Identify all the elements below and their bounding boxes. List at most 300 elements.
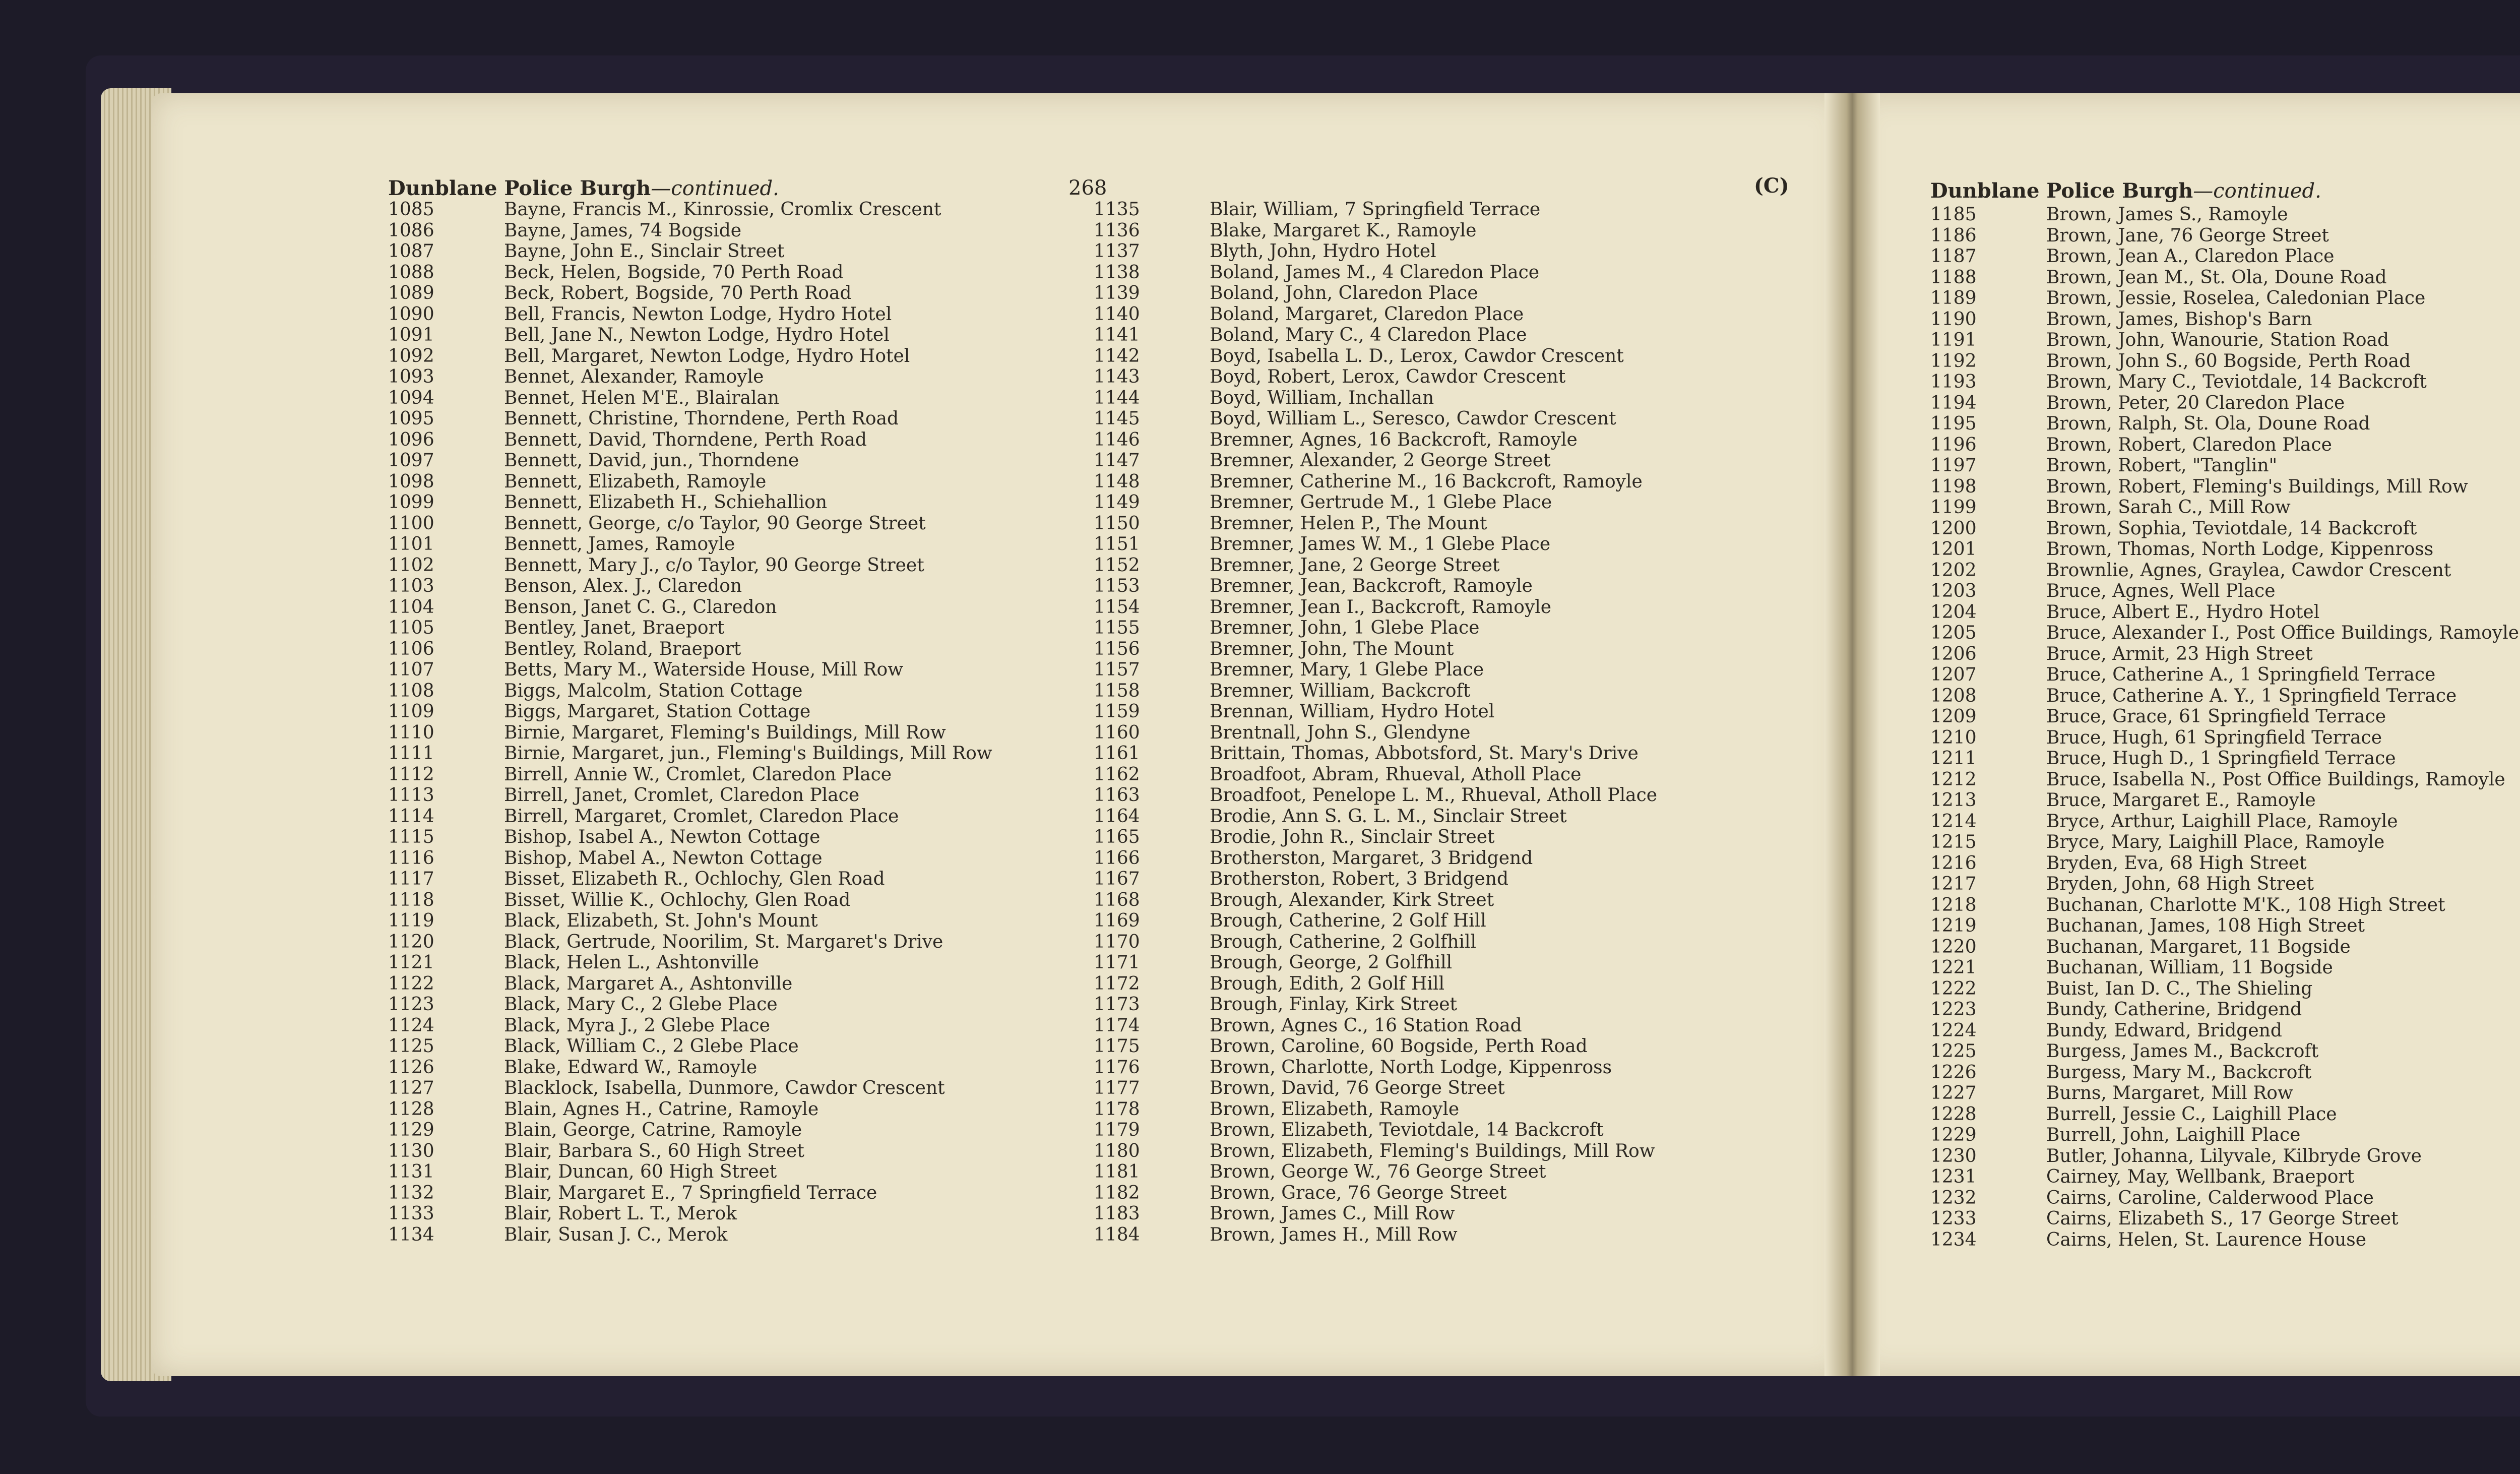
voter-entry [388,973,992,995]
entry-name-address: Brown, Jane, 76 George Street [2046,225,2329,246]
voter-entry [1930,309,2519,330]
entry-name-address: Bryden, Eva, 68 High Street [2046,852,2307,874]
voter-entry [1094,1183,1657,1204]
entry-number: 1137 [1094,241,1140,262]
voter-entry [1094,827,1657,848]
entry-number: 1142 [1094,345,1140,366]
entry-name-address: Burgess, James M., Backcroft [2046,1041,2319,1062]
voter-entry [388,994,992,1015]
entry-number: 1116 [388,847,434,869]
entry-number: 1229 [1930,1125,1977,1145]
entry-number: 1109 [388,701,434,722]
voter-entry [1930,455,2519,476]
entry-name-address: Brodie, John R., Sinclair Street [1210,827,1495,847]
entry-name-address: Bryden, John, 68 High Street [2046,874,2314,894]
voter-entry [1930,978,2519,1000]
entry-name-address: Birnie, Margaret, jun., Fleming's Buildings, Mill Row [504,743,992,764]
entry-number: 1157 [1094,659,1140,680]
entry-number: 1133 [388,1203,434,1224]
entry-number: 1186 [1930,225,1977,246]
entry-name-address: Bruce, Albert E., Hydro Hotel [2046,601,2320,623]
entry-number: 1221 [1930,957,1977,978]
entry-number: 1130 [388,1140,434,1161]
entry-number: 1110 [388,722,434,743]
voter-entry [1930,748,2519,769]
voter-entry [1930,895,2519,916]
voter-entry [1094,1036,1657,1057]
entry-number: 1145 [1094,408,1140,429]
entry-name-address: Betts, Mary M., Waterside House, Mill Row [504,659,904,680]
voter-entry [388,555,992,576]
entry-number: 1096 [388,429,434,450]
entry-name-address: Brown, James C., Mill Row [1210,1203,1455,1224]
voter-entry [1094,681,1657,702]
voter-entry [388,1183,992,1204]
voter-entry [388,618,992,639]
entry-number: 1189 [1930,288,1977,309]
entry-number: 1198 [1930,476,1977,497]
entry-number: 1159 [1094,701,1140,722]
voter-entry [1094,283,1657,304]
voter-entry [1094,869,1657,890]
voter-entry [388,1099,992,1120]
entry-name-address: Brown, John, Wanourie, Station Road [2046,330,2389,350]
voter-entry [388,952,992,973]
entry-number: 1172 [1094,973,1140,994]
voter-entry [1930,915,2519,937]
entry-number: 1216 [1930,852,1977,874]
entry-number: 1102 [388,555,434,576]
entry-number: 1205 [1930,623,1977,643]
entry-name-address: Cairney, May, Wellbank, Braeport [2046,1166,2355,1187]
voter-entry [388,722,992,744]
entry-number: 1207 [1930,664,1977,685]
entry-name-address: Brough, Finlay, Kirk Street [1210,994,1458,1015]
voter-entry [1930,246,2519,267]
voter-entry [388,1120,992,1141]
voter-entry [1094,534,1657,555]
entry-name-address: Black, Margaret A., Ashtonville [504,973,793,994]
entry-number: 1185 [1930,204,1977,225]
voter-entry [388,681,992,702]
entry-name-address: Brough, George, 2 Golfhill [1210,952,1453,973]
entry-number: 1217 [1930,874,1977,894]
entry-name-address: Bremner, John, The Mount [1210,638,1454,659]
voter-entry [1094,952,1657,973]
entry-name-address: Brown, Mary C., Teviotdale, 14 Backcroft [2046,372,2427,392]
entry-number: 1196 [1930,434,1977,455]
voter-entry [1930,999,2519,1020]
entry-number: 1148 [1094,471,1140,492]
voter-entry [1930,1188,2519,1209]
entry-number: 1225 [1930,1041,1977,1062]
voter-entry [1930,435,2519,456]
entry-name-address: Bennett, David, Thorndene, Perth Road [504,429,867,450]
voter-entry [388,890,992,911]
entry-name-address: Cairns, Helen, St. Laurence House [2046,1229,2367,1250]
entry-number: 1193 [1930,372,1977,392]
entry-name-address: Bremner, Catherine M., 16 Backcroft, Ramoyle [1210,471,1643,492]
entry-number: 1175 [1094,1036,1140,1057]
voter-entry [1930,413,2519,435]
entry-name-address: Black, Mary C., 2 Glebe Place [504,994,778,1015]
entry-number: 1122 [388,973,434,994]
entry-number: 1089 [388,283,434,303]
entry-name-address: Biggs, Margaret, Station Cottage [504,701,811,722]
entry-name-address: Beck, Helen, Bogside, 70 Perth Road [504,262,844,283]
entry-name-address: Bennet, Alexander, Ramoyle [504,366,764,387]
entry-number: 1204 [1930,601,1977,623]
voter-entry [1930,706,2519,727]
entry-number: 1097 [388,450,434,471]
voter-entry [1094,304,1657,325]
entry-number: 1173 [1094,994,1140,1015]
voter-entry [388,199,992,220]
right-page-header: Dunblane Police Burgh—continued. [1930,179,2321,203]
right-page [1855,93,2520,1376]
voter-entry [1930,476,2519,498]
voter-entry [388,325,992,346]
entry-number: 1087 [388,241,434,262]
entry-name-address: Blain, George, Catrine, Ramoyle [504,1120,802,1140]
entry-name-address: Brown, Jean M., St. Ola, Doune Road [2046,267,2387,288]
entry-name-address: Bishop, Isabel A., Newton Cottage [504,827,821,847]
voter-entry [1094,471,1657,493]
entry-number: 1149 [1094,492,1140,513]
voter-entry [388,1057,992,1078]
entry-number: 1114 [388,806,434,827]
voter-entry [1930,204,2519,225]
entry-name-address: Brown, Elizabeth, Fleming's Buildings, Mill Row [1210,1140,1655,1161]
entry-number: 1218 [1930,894,1977,915]
entry-name-address: Blair, Barbara S., 60 High Street [504,1140,804,1161]
left-section-mark: (C) [1754,174,1789,198]
entry-name-address: Bremner, Helen P., The Mount [1210,513,1487,534]
entry-name-address: Blake, Edward W., Ramoyle [504,1057,758,1078]
entry-number: 1174 [1094,1015,1140,1036]
entry-name-address: Boland, John, Claredon Place [1210,283,1478,303]
entry-name-address: Broadfoot, Penelope L. M., Rhueval, Atholl Place [1210,785,1658,806]
voter-entry [1930,330,2519,351]
voter-entry [1930,497,2519,518]
entry-number: 1143 [1094,366,1140,387]
entry-number: 1188 [1930,267,1977,288]
entry-number: 1170 [1094,931,1140,952]
entry-number: 1169 [1094,910,1140,931]
entry-name-address: Brown, David, 76 George Street [1210,1078,1505,1098]
voter-entry [388,597,992,618]
entry-name-address: Brown, Grace, 76 George Street [1210,1182,1507,1203]
entry-name-address: Biggs, Malcolm, Station Cottage [504,680,803,701]
right-page-column-1 [1930,204,2519,1250]
entry-name-address: Bayne, John E., Sinclair Street [504,241,785,262]
entry-number: 1146 [1094,429,1140,450]
entry-name-address: Bremner, Jean, Backcroft, Ramoyle [1210,576,1533,596]
entry-name-address: Birrell, Janet, Cromlet, Claredon Place [504,785,860,806]
entry-name-address: Cairns, Caroline, Calderwood Place [2046,1187,2374,1208]
voter-entry [1094,785,1657,806]
entry-name-address: Bryce, Mary, Laighill Place, Ramoyle [2046,832,2385,852]
entry-name-address: Brown, Peter, 20 Claredon Place [2046,392,2345,413]
entry-name-address: Brown, John S., 60 Bogside, Perth Road [2046,350,2411,372]
entry-number: 1108 [388,680,434,701]
voter-entry [388,1161,992,1183]
entry-name-address: Bennett, Christine, Thorndene, Perth Road [504,408,899,429]
entry-number: 1144 [1094,387,1140,408]
entry-name-address: Boland, Margaret, Claredon Place [1210,303,1524,325]
voter-entry [1094,325,1657,346]
voter-entry [1930,288,2519,309]
voter-entry [1094,973,1657,995]
entry-name-address: Blair, Margaret E., 7 Springfield Terrace [504,1182,877,1203]
entry-name-address: Brittain, Thomas, Abbotsford, St. Mary's Drive [1210,743,1639,764]
voter-entry [1930,225,2519,247]
entry-number: 1106 [388,638,434,659]
voter-entry [1094,1120,1657,1141]
entry-number: 1111 [388,743,434,764]
entry-name-address: Bremner, Agnes, 16 Backcroft, Ramoyle [1210,429,1578,450]
entry-number: 1095 [388,408,434,429]
voter-entry [1094,994,1657,1015]
entry-number: 1195 [1930,413,1977,434]
voter-entry [388,806,992,827]
entry-name-address: Bennett, George, c/o Taylor, 90 George Street [504,513,926,534]
entry-name-address: Bruce, Armit, 23 High Street [2046,643,2313,664]
entry-name-address: Bruce, Catherine A. Y., 1 Springfield Terrace [2046,685,2457,706]
entry-number: 1182 [1094,1182,1140,1203]
entry-number: 1230 [1930,1145,1977,1166]
entry-name-address: Black, Myra J., 2 Glebe Place [504,1015,770,1036]
voter-entry [1094,576,1657,597]
entry-name-address: Black, William C., 2 Glebe Place [504,1036,799,1057]
entry-number: 1191 [1930,330,1977,350]
voter-entry [1094,848,1657,869]
entry-number: 1125 [388,1036,434,1057]
entry-name-address: Blair, William, 7 Springfield Terrace [1210,199,1541,220]
entry-number: 1086 [388,220,434,241]
entry-name-address: Bisset, Elizabeth R., Ochlochy, Glen Road [504,869,885,889]
voter-entry [1930,769,2519,790]
entry-name-address: Buchanan, Margaret, 11 Bogside [2046,936,2351,957]
entry-number: 1138 [1094,262,1140,283]
voter-entry [1930,602,2519,623]
voter-entry [388,450,992,471]
entry-number: 1118 [388,889,434,910]
entry-name-address: Brotherston, Margaret, 3 Bridgend [1210,847,1533,869]
left-page-number: 268 [1068,176,1107,200]
entry-name-address: Beck, Robert, Bogside, 70 Perth Road [504,283,852,303]
voter-entry [388,1141,992,1162]
entry-name-address: Bremner, James W. M., 1 Glebe Place [1210,534,1551,555]
entry-name-address: Burns, Margaret, Mill Row [2046,1083,2293,1103]
entry-number: 1223 [1930,999,1977,1020]
voter-entry [388,262,992,283]
voter-entry [1930,1146,2519,1167]
voter-entry [1930,644,2519,665]
voter-entry [1930,1020,2519,1041]
voter-entry [1094,764,1657,785]
voter-entry [1094,1203,1657,1224]
voter-entry [1094,513,1657,534]
voter-entry [388,1203,992,1224]
entry-name-address: Brough, Catherine, 2 Golfhill [1210,931,1477,952]
entry-number: 1208 [1930,685,1977,706]
entry-name-address: Brown, James, Bishop's Barn [2046,309,2312,330]
entry-number: 1127 [388,1078,434,1098]
voter-entry [388,429,992,451]
entry-name-address: Brown, Robert, "Tanglin" [2046,455,2278,476]
entry-number: 1180 [1094,1140,1140,1161]
voter-entry [1930,1230,2519,1251]
voter-entry [1094,722,1657,744]
voter-entry [1094,1224,1657,1246]
entry-number: 1219 [1930,915,1977,936]
entry-name-address: Brown, Ralph, St. Ola, Doune Road [2046,413,2370,434]
entry-number: 1136 [1094,220,1140,241]
voter-entry [1094,932,1657,953]
voter-entry [1094,1078,1657,1099]
voter-entry [1930,1104,2519,1125]
entry-name-address: Buchanan, James, 108 High Street [2046,915,2365,936]
voter-entry [388,848,992,869]
entry-number: 1201 [1930,539,1977,560]
entry-number: 1158 [1094,680,1140,701]
voter-entry [388,283,992,304]
entry-number: 1105 [388,618,434,638]
voter-entry [1094,806,1657,827]
entry-number: 1228 [1930,1103,1977,1125]
entry-name-address: Cairns, Elizabeth S., 17 George Street [2046,1208,2399,1229]
entry-number: 1092 [388,345,434,366]
entry-name-address: Bennett, Elizabeth, Ramoyle [504,471,767,492]
entry-name-address: Brown, Agnes C., 16 Station Road [1210,1015,1522,1036]
entry-number: 1220 [1930,936,1977,957]
entry-number: 1131 [388,1161,434,1182]
entry-name-address: Brownlie, Agnes, Graylea, Cawdor Crescent [2046,560,2451,581]
entry-number: 1120 [388,931,434,952]
entry-name-address: Blair, Susan J. C., Merok [504,1224,728,1245]
entry-number: 1099 [388,492,434,513]
entry-number: 1147 [1094,450,1140,471]
entry-name-address: Bremner, Mary, 1 Glebe Place [1210,659,1484,680]
entry-number: 1123 [388,994,434,1015]
entry-number: 1210 [1930,727,1977,748]
voter-entry [388,241,992,262]
entry-number: 1203 [1930,581,1977,601]
entry-name-address: Brown, Elizabeth, Ramoyle [1210,1098,1460,1120]
voter-entry [388,304,992,325]
entry-name-address: Brown, Jessie, Roselea, Caledonian Place [2046,288,2426,309]
voter-entry [1094,346,1657,367]
entry-name-address: Bennett, Elizabeth H., Schiehallion [504,492,828,513]
voter-entry [1094,639,1657,660]
book-gutter [1824,93,1880,1376]
voter-entry [1930,664,2519,686]
entry-number: 1129 [388,1120,434,1140]
entry-name-address: Bremner, Alexander, 2 George Street [1210,450,1551,471]
entry-name-address: Brotherston, Robert, 3 Bridgend [1210,869,1509,889]
entry-number: 1163 [1094,785,1140,806]
entry-name-address: Bruce, Grace, 61 Springfield Terrace [2046,706,2386,727]
entry-name-address: Blair, Robert L. T., Merok [504,1203,737,1224]
voter-entry [388,220,992,241]
voter-entry [388,827,992,848]
entry-number: 1161 [1094,743,1140,764]
entry-number: 1088 [388,262,434,283]
entry-name-address: Bell, Jane N., Newton Lodge, Hydro Hotel [504,325,890,345]
entry-number: 1213 [1930,790,1977,811]
entry-name-address: Bruce, Alexander I., Post Office Buildings, Ramoyle [2046,623,2519,643]
voter-entry [388,639,992,660]
entry-number: 1214 [1930,811,1977,832]
entry-number: 1177 [1094,1078,1140,1098]
entry-name-address: Blacklock, Isabella, Dunmore, Cawdor Crescent [504,1078,945,1098]
voter-entry [388,534,992,555]
entry-name-address: Bruce, Hugh D., 1 Springfield Terrace [2046,748,2396,769]
voter-entry [1930,560,2519,581]
entry-number: 1215 [1930,832,1977,852]
entry-number: 1200 [1930,518,1977,539]
entry-number: 1197 [1930,455,1977,476]
voter-entry [1930,811,2519,832]
entry-name-address: Brough, Alexander, Kirk Street [1210,889,1494,910]
entry-number: 1152 [1094,555,1140,576]
entry-number: 1176 [1094,1057,1140,1078]
voter-entry [388,513,992,534]
entry-number: 1178 [1094,1098,1140,1120]
entry-name-address: Black, Helen L., Ashtonville [504,952,759,973]
entry-number: 1202 [1930,560,1977,581]
voter-entry [388,1078,992,1099]
voter-entry [388,1015,992,1036]
voter-entry [1930,351,2519,372]
entry-number: 1164 [1094,806,1140,827]
entry-name-address: Bennett, David, jun., Thorndene [504,450,799,471]
voter-entry [1930,581,2519,602]
voter-entry [1094,241,1657,262]
entry-number: 1141 [1094,325,1140,345]
entry-name-address: Bremner, Gertrude M., 1 Glebe Place [1210,492,1552,513]
entry-number: 1150 [1094,513,1140,534]
voter-entry [388,346,992,367]
entry-number: 1160 [1094,722,1140,743]
entry-name-address: Bruce, Isabella N., Post Office Buildings, Ramoyle [2046,769,2505,790]
entry-name-address: Brough, Catherine, 2 Golf Hill [1210,910,1486,931]
entry-number: 1211 [1930,748,1977,769]
entry-number: 1183 [1094,1203,1140,1224]
voter-entry [1930,393,2519,414]
entry-name-address: Bruce, Catherine A., 1 Springfield Terrace [2046,664,2436,685]
voter-entry [1094,1141,1657,1162]
entry-number: 1153 [1094,576,1140,596]
entry-name-address: Blain, Agnes H., Catrine, Ramoyle [504,1098,819,1120]
entry-name-address: Boland, Mary C., 4 Claredon Place [1210,325,1527,345]
entry-number: 1233 [1930,1208,1977,1229]
entry-name-address: Bishop, Mabel A., Newton Cottage [504,847,823,869]
entry-name-address: Bryce, Arthur, Laighill Place, Ramoyle [2046,811,2398,832]
entry-name-address: Bundy, Edward, Bridgend [2046,1020,2282,1041]
entry-name-address: Brodie, Ann S. G. L. M., Sinclair Street [1210,806,1567,827]
entry-name-address: Bruce, Agnes, Well Place [2046,581,2276,601]
voter-entry [1094,492,1657,513]
entry-name-address: Bremner, William, Backcroft [1210,680,1471,701]
entry-name-address: Blyth, John, Hydro Hotel [1210,241,1436,262]
entry-name-address: Burgess, Mary M., Backcroft [2046,1062,2312,1083]
voter-entry [1094,743,1657,764]
entry-name-address: Blake, Margaret K., Ramoyle [1210,220,1477,241]
entry-number: 1098 [388,471,434,492]
voter-entry [1930,853,2519,874]
